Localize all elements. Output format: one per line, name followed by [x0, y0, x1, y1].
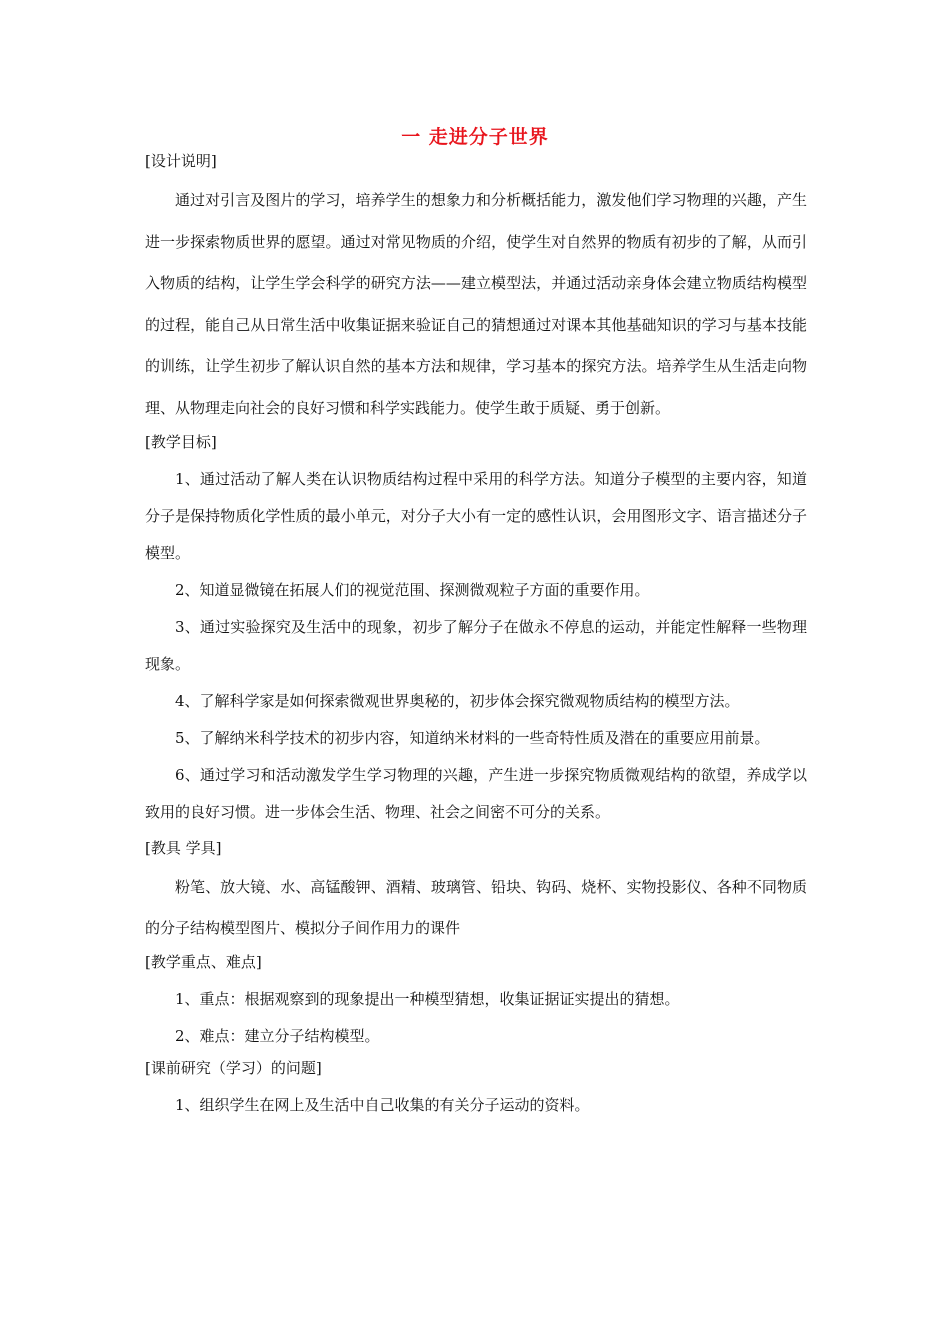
- section-heading: [设计说明]: [145, 152, 217, 170]
- section-goals: [145, 429, 807, 831]
- list-item: 2、知道显微镜在拓展人们的视觉范围、探测微观粒子方面的重要作用。: [175, 581, 650, 599]
- section-heading: [教学目标]: [145, 433, 217, 451]
- document-body: [145, 148, 807, 1124]
- document-title: 一 走进分子世界: [401, 126, 549, 148]
- section-paragraph: 通过对引言及图片的学习，培养学生的想象力和分析概括能力，激发他们学习物理的兴趣，产生进一步探索物质世界的愿望。通过对常见物质的介绍，使学生对自然界的物质有初步的了解，从而引入物质的结构，让学生学会科学的研究方法——建立模型法，并通过活动亲身体会建立物质结构模型的过程，能自己从日常生活中收集证据来验证自己的猜想通过对课本其他基础知识的学习与基本技能的训练，让学生初步了解认识自然的基本方法和规律，学习基本的探究方法。培养学生从生活走向物理、从物理走向社会的良好习惯和科学实践能力。使学生敢于质疑、勇于创新。: [145, 191, 807, 417]
- list-item: 1、通过活动了解人类在认识物质结构过程中采用的科学方法。知道分子模型的主要内容，知道分子是保持物质化学性质的最小单元，对分子大小有一定的感性认识，会用图形文字、语言描述分子模型。: [145, 470, 807, 562]
- section-paragraph: 粉笔、放大镜、水、高锰酸钾、酒精、玻璃管、铅块、钩码、烧杯、实物投影仪、各种不同物质的分子结构模型图片、模拟分子间作用力的课件: [145, 878, 807, 937]
- list-item: 4、了解科学家是如何探索微观世界奥秘的，初步体会探究微观物质结构的模型方法。: [175, 692, 740, 710]
- section-keypoints: [145, 949, 807, 1055]
- list-item: 2、难点：建立分子结构模型。: [175, 1027, 380, 1045]
- list-item: 1、重点：根据观察到的现象提出一种模型猜想，收集证据证实提出的猜想。: [175, 990, 680, 1008]
- list-item: 3、通过实验探究及生活中的现象，初步了解分子在做永不停息的运动，并能定性解释一些物理现象。: [145, 618, 807, 673]
- section-heading: [教学重点、难点]: [145, 953, 262, 971]
- goals-list: [145, 461, 807, 831]
- list-item: 1、组织学生在网上及生活中自己收集的有关分子运动的资料。: [175, 1096, 590, 1114]
- section-design: [145, 148, 807, 429]
- section-heading: [教具 学具]: [145, 839, 222, 857]
- section-tools: [145, 835, 807, 949]
- list-item: 5、了解纳米科学技术的初步内容，知道纳米材料的一些奇特性质及潜在的重要应用前景。: [175, 729, 770, 747]
- list-item: 6、通过学习和活动激发学生学习物理的兴趣，产生进一步探究物质微观结构的欲望，养成学以致用的良好习惯。进一步体会生活、物理、社会之间密不可分的关系。: [145, 766, 807, 821]
- section-preclass: [145, 1055, 807, 1124]
- section-heading: [课前研究（学习）的问题]: [145, 1059, 322, 1077]
